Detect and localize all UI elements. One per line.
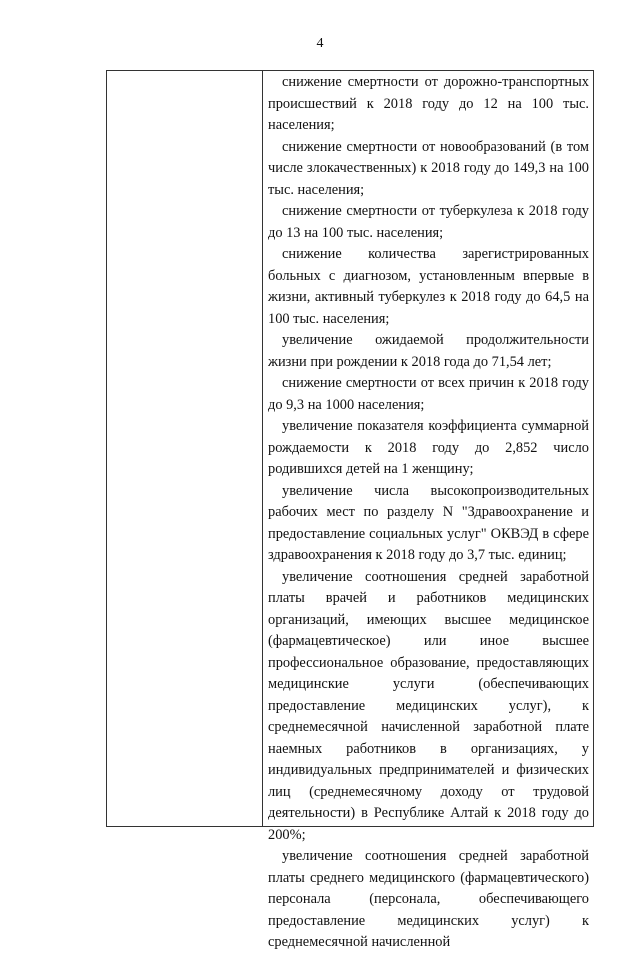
- target-indicator-cancer-mortality: снижение смертности от новообразований (в том числе злокачественных) к 2018 году до 149,3 на 100 тыс. населения;: [268, 138, 589, 198]
- document-table: [106, 70, 594, 950]
- target-indicator-fertility-rate: увеличение показателя коэффициента суммарной рождаемости к 2018 году до 2,852 число родившихся детей на 1 женщину;: [268, 418, 589, 477]
- target-indicator-tb-mortality: снижение смертности от туберкулеза к 2018 году до 13 на 100 тыс. населения;: [268, 203, 589, 241]
- target-indicator-doctor-salary: увеличение соотношения средней заработной платы врачей и работников медицинских организаций, имеющих высшее медицинское (фармацевтическое) или иное высшее профессиональное образование, предоставляющих медицинские услуги (обеспечивающих предоставление медицинских услуг), к среднемесячной начисленной заработной плате наемных работников в организациях, у индивидуальных предпринимателей и физических лиц (среднемесячному доходу от трудовой деятельности) в Республике Алтай к 2018 году до 200%;: [268, 568, 589, 843]
- target-indicator-total-mortality: снижение смертности от всех причин к 2018 году до 9,3 на 1000 населения;: [268, 375, 589, 413]
- target-indicator-road-mortality: снижение смертности от дорожно-транспортных происшествий к 2018 году до 12 на 100 тыс. населения;: [268, 74, 589, 133]
- page-number: 4: [316, 36, 324, 51]
- target-indicator-tb-incidence: снижение количества зарегистрированных больных с диагнозом, установленным впервые в жизни, активный туберкулез к 2018 году до 64,5 на 100 тыс. населения;: [268, 246, 589, 327]
- target-indicator-nurse-salary: увеличение соотношения средней заработной платы среднего медицинского (фармацевтического) персонала (персонала, обеспечивающего предоставление медицинских услуг) к среднемесячной начисленной: [268, 848, 589, 950]
- target-indicator-workplaces: увеличение числа высокопроизводительных рабочих мест по разделу N "Здравоохранение и предоставление социальных услуг" ОКВЭД в сфере здравоохранения к 2018 году до 3,7 тыс. единиц;: [268, 482, 589, 563]
- table-right-cell: [263, 71, 593, 950]
- table-left-cell: [107, 71, 263, 826]
- target-indicator-life-expectancy: увеличение ожидаемой продолжительности жизни при рождении к 2018 года до 71,54 лет;: [268, 332, 589, 370]
